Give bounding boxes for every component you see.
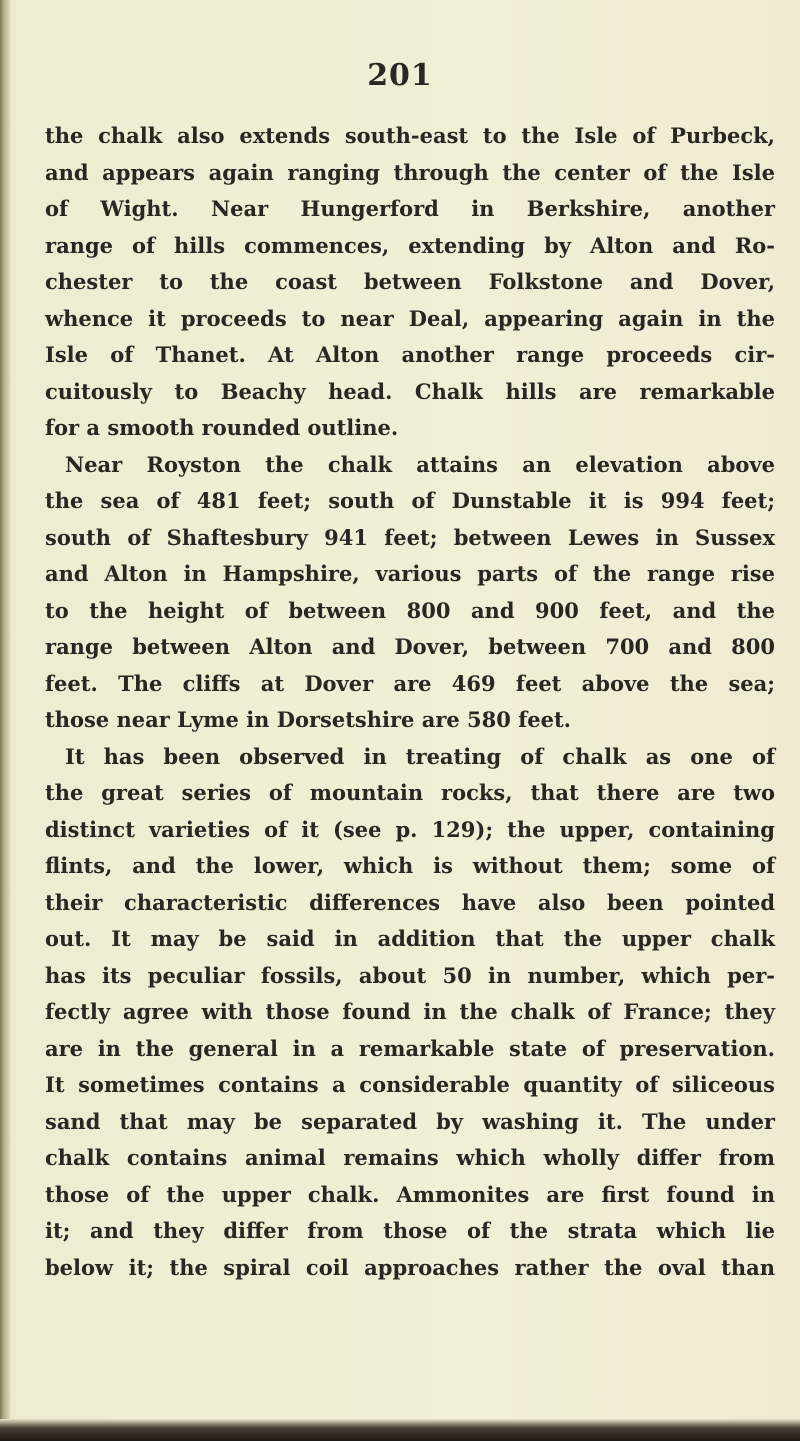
- text-line: range between Alton and Dover, between 700 and 800: [45, 634, 775, 659]
- text-line: to the height of between 800 and 900 feet, and the: [45, 597, 775, 623]
- text-line: It sometimes contains a considerable quantity of siliceous: [45, 1072, 775, 1097]
- text-line: and Alton in Hampshire, various parts of the range rise: [45, 561, 775, 586]
- text-line: chester to the coast between Folkstone and Dover,: [45, 269, 775, 294]
- text-line: their characteristic differences have also been pointed: [45, 889, 775, 915]
- text-line: sand that may be separated by washing it. The under: [45, 1108, 775, 1134]
- text-line: out. It may be said in addition that the upper chalk: [45, 926, 775, 951]
- binding-edge: [0, 0, 10, 1441]
- text-line: whence it proceeds to near Deal, appearing again in the: [45, 305, 775, 331]
- text-line: range of hills commences, extending by Alton and Ro-: [45, 232, 775, 258]
- text-line: those near Lyme in Dorsetshire are 580 feet.: [45, 707, 571, 732]
- text-line: flints, and the lower, which is without them; some of: [45, 853, 775, 878]
- text-line: the chalk also extends south-east to the Isle of Purbeck,: [45, 123, 775, 148]
- body-text: [45, 118, 775, 1286]
- text-line: the great series of mountain rocks, that there are two: [45, 780, 775, 805]
- text-line: south of Shaftesbury 941 feet; between Lewes in Sussex: [45, 524, 775, 550]
- text-line: for a smooth rounded outline.: [45, 415, 399, 440]
- page-number: 201: [367, 58, 433, 93]
- text-line: It has been observed in treating of chalk as one of: [65, 743, 775, 769]
- text-line: distinct varieties of it (see p. 129); the upper, containing: [45, 816, 775, 842]
- text-line: fectly agree with those found in the chalk of France; they: [45, 999, 775, 1024]
- text-line: are in the general in a remarkable state of preservation.: [45, 1035, 775, 1061]
- text-line: cuitously to Beachy head. Chalk hills are remarkable: [45, 378, 775, 404]
- page-bottom-edge: [0, 1419, 800, 1441]
- text-line: feet. The cliffs at Dover are 469 feet above the sea;: [45, 670, 775, 696]
- text-line: those of the upper chalk. Ammonites are first found in: [45, 1181, 775, 1207]
- text-line: of Wight. Near Hungerford in Berkshire, another: [45, 196, 775, 221]
- text-line: Isle of Thanet. At Alton another range proceeds cir-: [45, 342, 775, 367]
- text-line: and appears again ranging through the center of the Isle: [45, 159, 775, 185]
- text-line: chalk contains animal remains which wholly differ from: [45, 1145, 775, 1170]
- text-line: below it; the spiral coil approaches rather the oval than: [45, 1254, 775, 1280]
- text-line: Near Royston the chalk attains an elevation above: [65, 451, 775, 477]
- text-line: the sea of 481 feet; south of Dunstable it is 994 feet;: [45, 488, 775, 513]
- text-line: it; and they differ from those of the strata which lie: [45, 1218, 775, 1243]
- text-line: has its peculiar fossils, about 50 in number, which per-: [45, 962, 775, 988]
